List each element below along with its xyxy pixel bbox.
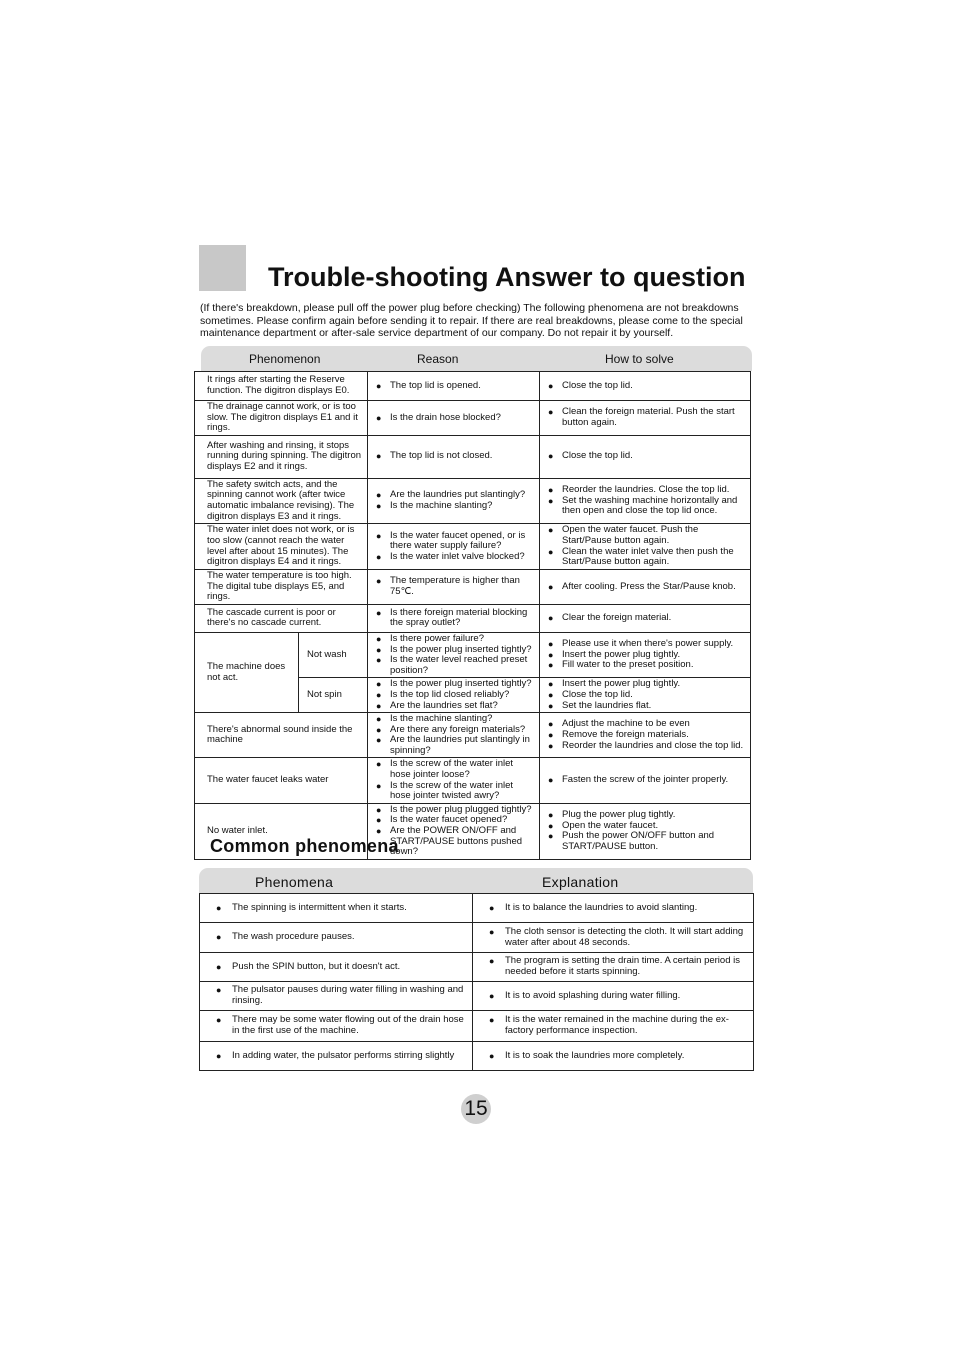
bullet-list <box>216 903 469 914</box>
bullet-list <box>548 679 747 711</box>
phenomenon-cell <box>200 982 473 1011</box>
bullet-list <box>548 639 747 671</box>
list-item: ● Open the water faucet. Push the Start/Pause button again. <box>548 525 747 546</box>
table-row <box>200 1042 754 1071</box>
reason-cell <box>368 524 540 570</box>
list-item: ● Is the drain hose blocked? <box>376 413 536 424</box>
list-item: ● It is to balance the laundries to avoid slanting. <box>489 903 750 914</box>
bullet-list <box>376 381 536 392</box>
list-item: ● Push the SPIN button, but it doesn't act. <box>216 962 469 973</box>
list-item: ● It is the water remained in the machine during the ex-factory performance inspection. <box>489 1015 750 1036</box>
list-item: ● The top lid is not closed. <box>376 451 536 462</box>
intro-paragraph: (If there's breakdown, please pull off the power plug before checking) The following phenomena are not breakdowns sometimes. Please confirm again before sending it to repair. If there are real breakdowns, please come to the special maintenance department or after-sale service department of our company. Do not repair it by yourself. <box>200 302 743 339</box>
title-marker-box <box>199 245 246 291</box>
bullet-list <box>548 810 747 852</box>
table-row <box>195 758 751 803</box>
list-item: ● Plug the power plug tightly. <box>548 810 747 821</box>
header-reason: Reason <box>417 352 459 366</box>
header-how-to-solve: How to solve <box>605 352 674 366</box>
list-item: ● Are the laundries set flat? <box>376 701 536 712</box>
list-item: ● Is the water inlet valve blocked? <box>376 552 536 563</box>
phenomenon-cell: The water inlet does not work, or is too slow (cannot reach the water level after about 15 minutes). The digitron displays E4 and it rings. <box>195 524 368 570</box>
list-item: ● The wash procedure pauses. <box>216 932 469 943</box>
reason-cell <box>368 678 540 713</box>
phenomenon-cell: It rings after starting the Reserve function. The digitron displays E0. <box>195 372 368 401</box>
reason-cell <box>368 713 540 758</box>
table-row <box>195 570 751 605</box>
list-item: ● Is the power plug plugged tightly? <box>376 805 536 816</box>
table-row <box>195 478 751 523</box>
explanation-cell <box>473 953 754 982</box>
phenomenon-cell: No water inlet. <box>195 803 368 859</box>
solution-cell <box>540 435 751 478</box>
reason-cell <box>368 401 540 436</box>
solution-cell <box>540 478 751 523</box>
phenomenon-cell <box>200 923 473 953</box>
explanation-cell <box>473 894 754 923</box>
bullet-list <box>216 932 469 943</box>
list-item: ● The pulsator pauses during water filling in washing and rinsing. <box>216 985 469 1006</box>
bullet-list <box>548 407 747 428</box>
table-row <box>200 953 754 982</box>
bullet-list <box>376 451 536 462</box>
bullet-list <box>376 576 536 597</box>
list-item: ● The temperature is higher than 75℃. <box>376 576 536 597</box>
bullet-list <box>376 805 536 858</box>
list-item: ● Clear the foreign material. <box>548 613 747 624</box>
bullet-list <box>376 634 536 676</box>
bullet-list <box>216 1051 469 1062</box>
list-item: ● Fill water to the preset position. <box>548 660 747 671</box>
bullet-list <box>489 903 750 914</box>
list-item: ● Close the top lid. <box>548 690 747 701</box>
header-phenomenon: Phenomenon <box>249 352 321 366</box>
list-item: ● Clean the foreign material. Push the start button again. <box>548 407 747 428</box>
bullet-list <box>376 608 536 629</box>
list-item: ● Adjust the machine to be even <box>548 719 747 730</box>
bullet-list <box>548 381 747 392</box>
bullet-list <box>548 775 747 786</box>
table-row <box>195 435 751 478</box>
list-item: ● It is to soak the laundries more completely. <box>489 1051 750 1062</box>
bullet-list <box>548 582 747 593</box>
list-item: ● Are there any foreign materials? <box>376 725 536 736</box>
troubleshooting-table-header <box>201 346 752 371</box>
list-item: ● Is the water faucet opened? <box>376 815 536 826</box>
table-row <box>200 894 754 923</box>
phenomenon-cell <box>200 953 473 982</box>
reason-cell <box>368 632 540 677</box>
list-item: ● Please use it when there's power supply. <box>548 639 747 650</box>
common-phenomena-table <box>199 893 754 1071</box>
page-title: Trouble-shooting Answer to question <box>268 262 746 292</box>
table-row <box>195 372 751 401</box>
list-item: ● The top lid is opened. <box>376 381 536 392</box>
phenomenon-cell: After washing and rinsing, it stops running during spinning. The digitron displays E2 and it rings. <box>195 435 368 478</box>
page-number: 15 <box>461 1094 491 1124</box>
list-item: ● Is the screw of the water inlet hose jointer loose? <box>376 759 536 780</box>
reason-cell <box>368 372 540 401</box>
list-item: ● Insert the power plug tightly. <box>548 679 747 690</box>
list-item: ● After cooling. Press the Star/Pause knob. <box>548 582 747 593</box>
reason-cell <box>368 604 540 632</box>
header-explanation: Explanation <box>542 874 619 890</box>
table-row <box>200 1011 754 1042</box>
bullet-list <box>216 962 469 973</box>
common-phenomena-table-header <box>199 868 753 893</box>
phenomenon-cell: The machine does not act. <box>195 632 299 712</box>
list-item: ● Is the machine slanting? <box>376 501 536 512</box>
bullet-list <box>548 485 747 517</box>
solution-cell <box>540 401 751 436</box>
bullet-list <box>376 679 536 711</box>
list-item: ● Are the POWER ON/OFF and START/PAUSE buttons pushed down? <box>376 826 536 858</box>
solution-cell <box>540 632 751 677</box>
explanation-cell <box>473 982 754 1011</box>
bullet-list <box>548 613 747 624</box>
phenomenon-cell <box>200 1042 473 1071</box>
phenomenon-cell <box>200 894 473 923</box>
list-item: ● Reorder the laundries. Close the top lid. <box>548 485 747 496</box>
reason-cell <box>368 478 540 523</box>
list-item: ● Are the laundries put slantingly in spinning? <box>376 735 536 756</box>
table-row <box>200 923 754 953</box>
table-row <box>195 401 751 436</box>
reason-cell <box>368 435 540 478</box>
table-row <box>195 632 751 677</box>
phenomenon-cell: The cascade current is poor or there's no cascade current. <box>195 604 368 632</box>
solution-cell <box>540 678 751 713</box>
bullet-list <box>376 531 536 563</box>
list-item: ● Is the power plug inserted tightly? <box>376 679 536 690</box>
phenomenon-cell: The drainage cannot work, or is too slow. The digitron displays E1 and it rings. <box>195 401 368 436</box>
list-item: ● Is the power plug inserted tightly? <box>376 645 536 656</box>
solution-cell <box>540 372 751 401</box>
list-item: ● Close the top lid. <box>548 451 747 462</box>
bullet-list <box>216 985 469 1006</box>
sub-phenomenon-cell: Not spin <box>299 678 368 713</box>
list-item: ● Is the screw of the water inlet hose jointer twisted awry? <box>376 781 536 802</box>
list-item: ● Fasten the screw of the jointer properly. <box>548 775 747 786</box>
solution-cell <box>540 803 751 859</box>
sub-phenomenon-cell: Not wash <box>299 632 368 677</box>
list-item: ● Is the machine slanting? <box>376 714 536 725</box>
list-item: ● Open the water faucet. <box>548 821 747 832</box>
solution-cell <box>540 758 751 803</box>
list-item: ● Remove the foreign materials. <box>548 730 747 741</box>
header-phenomena: Phenomena <box>255 874 334 890</box>
list-item: ● Push the power ON/OFF button and START/PAUSE button. <box>548 831 747 852</box>
bullet-list <box>548 525 747 567</box>
bullet-list <box>376 413 536 424</box>
bullet-list <box>489 927 750 948</box>
phenomenon-cell: There's abnormal sound inside the machine <box>195 713 368 758</box>
phenomenon-cell: The water temperature is too high. The digital tube displays E5, and rings. <box>195 570 368 605</box>
bullet-list <box>216 1015 469 1036</box>
reason-cell <box>368 570 540 605</box>
list-item: ● There may be some water flowing out of the drain hose in the first use of the machine. <box>216 1015 469 1036</box>
bullet-list <box>376 714 536 756</box>
list-item: ● The spinning is intermittent when it starts. <box>216 903 469 914</box>
table-row <box>195 604 751 632</box>
phenomenon-cell: The water faucet leaks water <box>195 758 368 803</box>
list-item: ● Set the laundries flat. <box>548 701 747 712</box>
list-item: ● Is the water level reached preset position? <box>376 655 536 676</box>
list-item: ● The program is setting the drain time. A certain period is needed before it starts spinning. <box>489 956 750 977</box>
table-row <box>200 982 754 1011</box>
list-item: ● Reorder the laundries and close the top lid. <box>548 741 747 752</box>
list-item: ● In adding water, the pulsator performs stirring slightly <box>216 1051 469 1062</box>
troubleshooting-table <box>194 371 751 860</box>
list-item: ● Clean the water inlet valve then push the Start/Pause button again. <box>548 547 747 568</box>
list-item: ● Insert the power plug tightly. <box>548 650 747 661</box>
list-item: ● Set the washing machine horizontally and then open and close the top lid once. <box>548 496 747 517</box>
reason-cell <box>368 758 540 803</box>
list-item: ● Is the top lid closed reliably? <box>376 690 536 701</box>
section-title-common-phenomena: Common phenomena <box>210 836 399 856</box>
list-item: ● Is the water faucet opened, or is there water supply failure? <box>376 531 536 552</box>
explanation-cell <box>473 1011 754 1042</box>
bullet-list <box>489 991 750 1002</box>
phenomenon-cell <box>200 1011 473 1042</box>
table-row <box>195 524 751 570</box>
solution-cell <box>540 524 751 570</box>
list-item: ● The cloth sensor is detecting the cloth. It will start adding water after about 48 seconds. <box>489 927 750 948</box>
bullet-list <box>548 451 747 462</box>
bullet-list <box>548 719 747 751</box>
list-item: ● Is there power failure? <box>376 634 536 645</box>
bullet-list <box>376 759 536 801</box>
bullet-list <box>489 956 750 977</box>
table-row <box>195 713 751 758</box>
bullet-list <box>376 490 536 511</box>
explanation-cell <box>473 1042 754 1071</box>
phenomenon-cell: The safety switch acts, and the spinning cannot work (after twice automatic imbalance revising). The digitron displays E3 and it rings. <box>195 478 368 523</box>
solution-cell <box>540 604 751 632</box>
list-item: ● Are the laundries put slantingly? <box>376 490 536 501</box>
bullet-list <box>489 1015 750 1036</box>
explanation-cell <box>473 923 754 953</box>
bullet-list <box>489 1051 750 1062</box>
list-item: ● Close the top lid. <box>548 381 747 392</box>
solution-cell <box>540 570 751 605</box>
list-item: ● Is there foreign material blocking the spray outlet? <box>376 608 536 629</box>
list-item: ● It is to avoid splashing during water filling. <box>489 991 750 1002</box>
solution-cell <box>540 713 751 758</box>
